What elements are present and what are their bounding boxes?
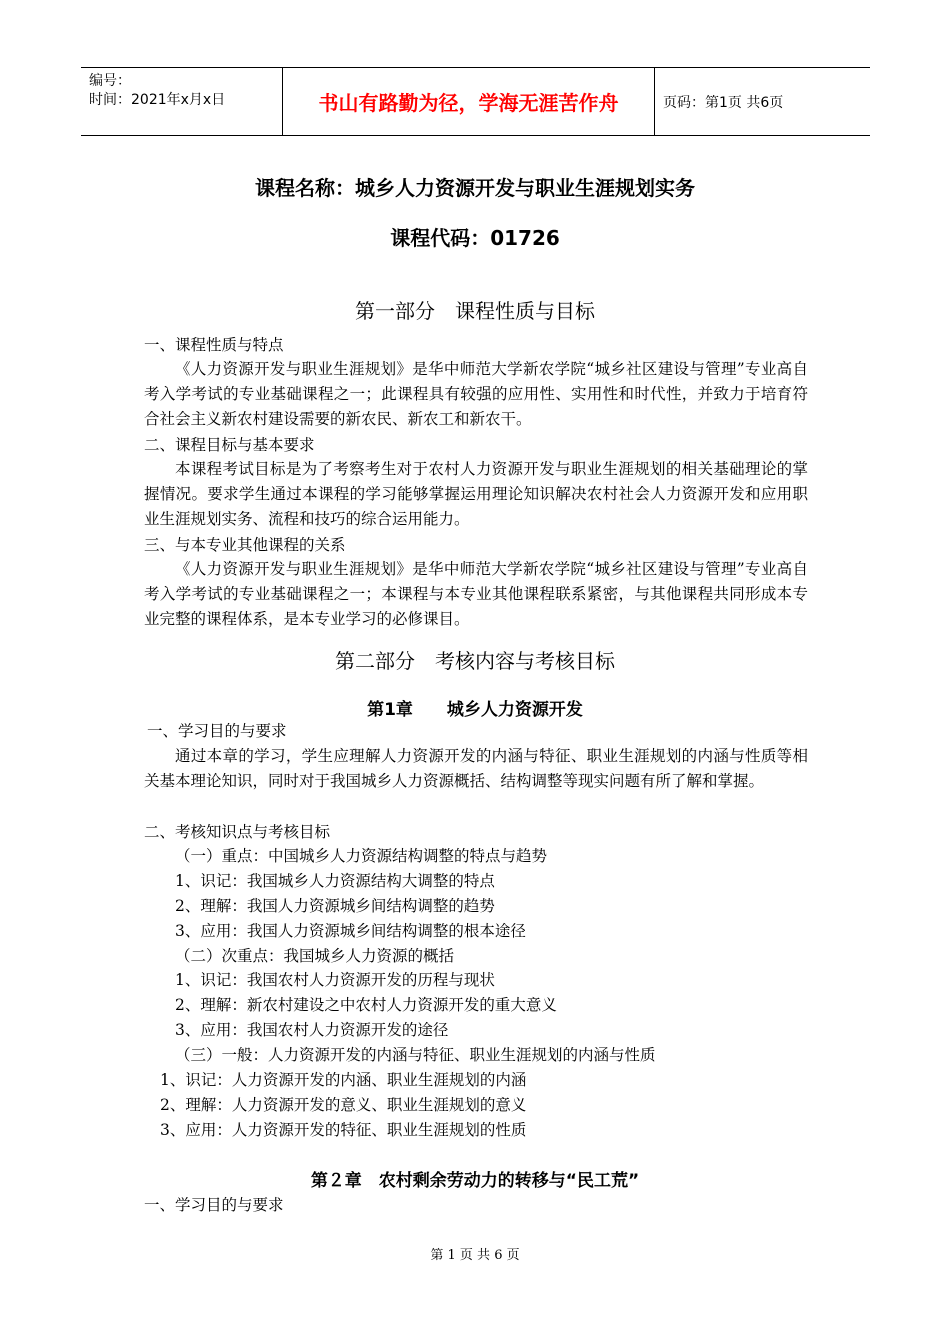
section-paragraph: 本课程考试目标是为了考察考生对于农村人力资源开发与职业生涯规划的相关基础理论的掌握情况。要求学生通过本课程的学习能够掌握运用理论知识解决农村社会人力资源开发和应用职业生涯规划实务、流程和技巧的综合运用能力。 [144, 460, 808, 528]
part2-title: 第二部分 考核内容与考核目标 [335, 649, 615, 673]
document-number-label: 编号： [89, 73, 131, 89]
document-time-label: 时间：2021年x月x日 [89, 92, 226, 108]
list-item: 2、理解：人力资源开发的意义、职业生涯规划的意义 [160, 1096, 527, 1114]
section-paragraph: 通过本章的学习，学生应理解人力资源开发的内涵与特征、职业生涯规划的内涵与性质等相关基本理论知识，同时对于我国城乡人力资源概括、结构调整等现实问题有所了解和掌握。 [144, 747, 808, 790]
list-item: （一）重点：中国城乡人力资源结构调整的特点与趋势 [175, 847, 548, 865]
section-heading: 一、学习目的与要求 [144, 1196, 284, 1214]
page-footer: 第 1 页 共 6 页 [430, 1248, 520, 1263]
course-code: 课程代码：01726 [390, 226, 560, 250]
section-heading: 二、课程目标与基本要求 [144, 436, 315, 454]
list-item: 3、应用：我国农村人力资源开发的途径 [175, 1021, 449, 1039]
list-item: 1、识记：我国城乡人力资源结构大调整的特点 [175, 872, 495, 890]
list-item: （二）次重点：我国城乡人力资源的概括 [175, 947, 455, 965]
header-page-label: 页码：第1页 共6页 [663, 94, 784, 111]
list-item: 3、应用：人力资源开发的特征、职业生涯规划的性质 [160, 1121, 527, 1139]
section-heading: 三、与本专业其他课程的关系 [144, 536, 346, 554]
chapter1-title: 第1章 城乡人力资源开发 [367, 700, 583, 720]
part1-title: 第一部分 课程性质与目标 [355, 299, 595, 323]
list-item: 3、应用：我国人力资源城乡间结构调整的根本途径 [175, 922, 526, 940]
section-heading: 一、课程性质与特点 [144, 336, 284, 354]
list-item: 2、理解：新农村建设之中农村人力资源开发的重大意义 [175, 996, 557, 1014]
list-item: 1、识记：人力资源开发的内涵、职业生涯规划的内涵 [160, 1071, 527, 1089]
section-heading: 二、考核知识点与考核目标 [144, 823, 331, 841]
list-item: 2、理解：我国人力资源城乡间结构调整的趋势 [175, 897, 495, 915]
list-item: 1、识记：我国农村人力资源开发的历程与现状 [175, 971, 495, 989]
section-heading: 一、学习目的与要求 [147, 722, 287, 740]
header-motto: 书山有路勤为径，学海无涯苦作舟 [282, 68, 655, 135]
chapter2-title: 第２章 农村剩余劳动力的转移与“民工荒” [310, 1171, 640, 1191]
course-name: 课程名称：城乡人力资源开发与职业生涯规划实务 [255, 176, 695, 200]
section-paragraph: 《人力资源开发与职业生涯规划》是华中师范大学新农学院“城乡社区建设与管理”专业高自考入学考试的专业基础课程之一；本课程与本专业其他课程联系紧密，与其他课程共同形成本专业完整的课程体系，是本专业学习的必修课目。 [144, 560, 808, 628]
section-paragraph: 《人力资源开发与职业生涯规划》是华中师范大学新农学院“城乡社区建设与管理”专业高自考入学考试的专业基础课程之一；此课程具有较强的应用性、实用性和时代性，并致力于培育符合社会主义新农村建设需要的新农民、新农工和新农干。 [144, 360, 808, 428]
list-item: （三）一般：人力资源开发的内涵与特征、职业生涯规划的内涵与性质 [175, 1046, 656, 1064]
header-left-cell [81, 68, 282, 135]
header-table [81, 67, 870, 136]
